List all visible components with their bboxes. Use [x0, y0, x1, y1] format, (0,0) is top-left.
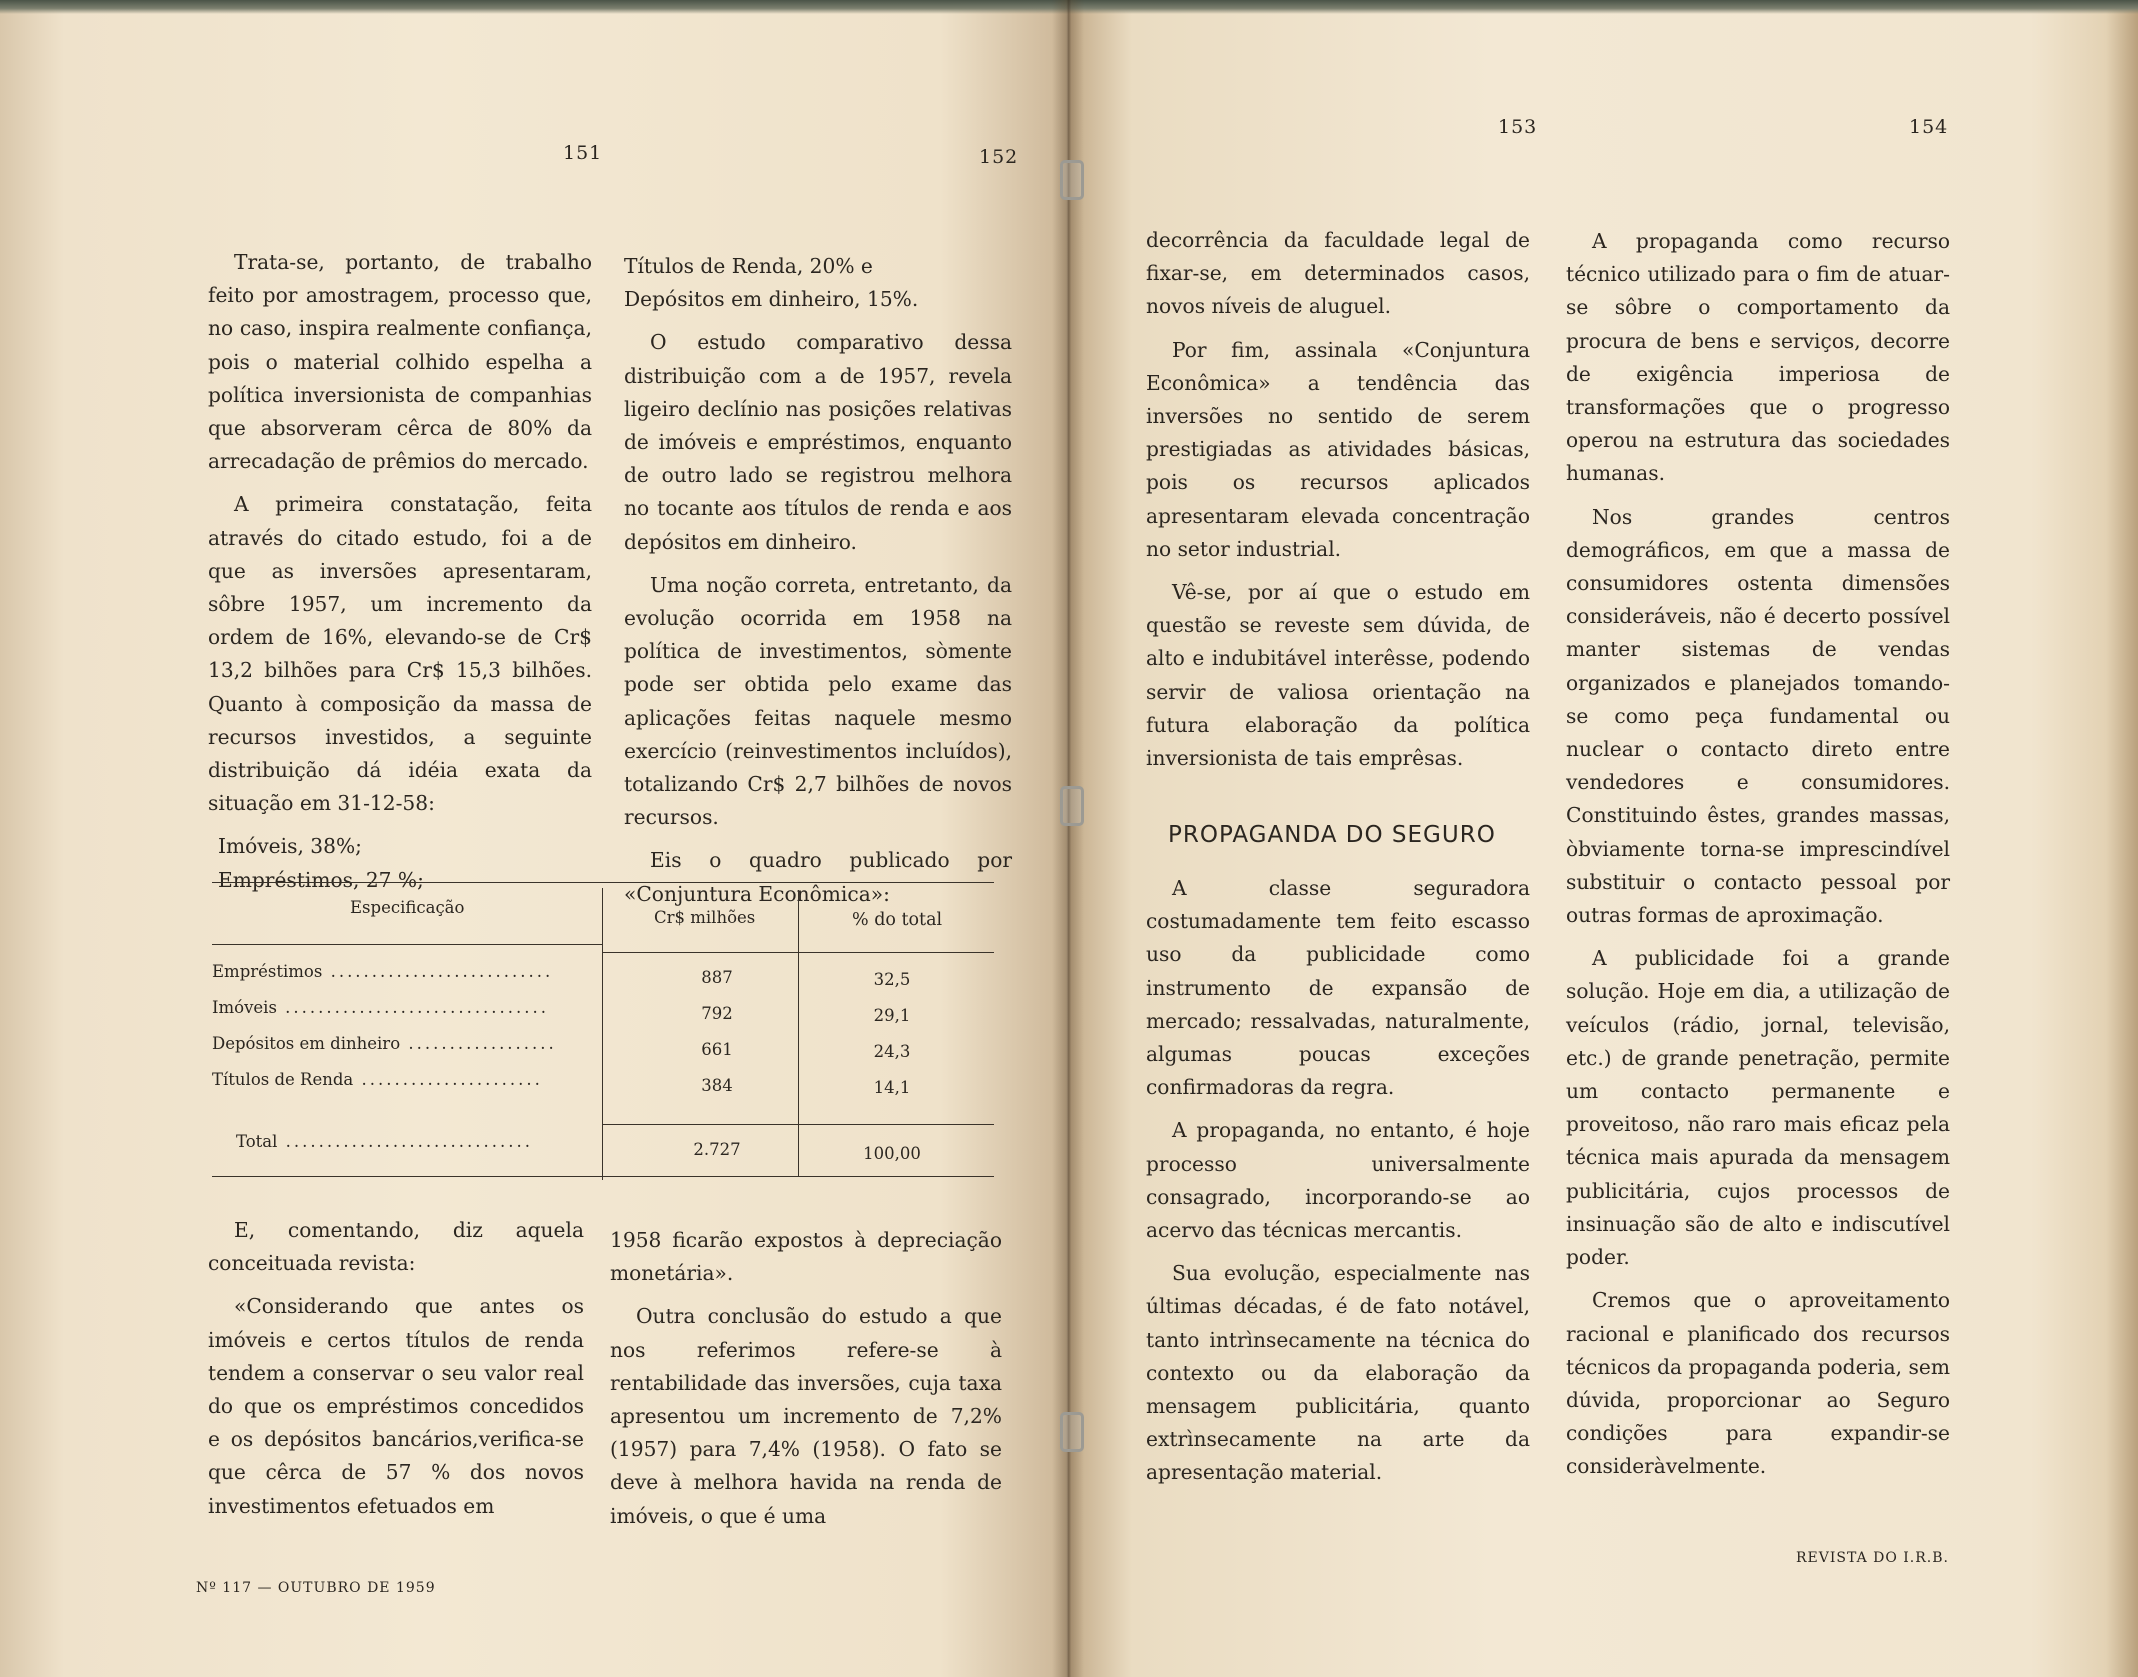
row-value: 661: [701, 1040, 733, 1059]
paragraph: A classe seguradora costumadamente tem feito escasso uso da publicidade como instrumento de expansão de mercado; ressalvadas, naturalmente, algumas poucas exceções confirmadoras da regra.: [1146, 876, 1530, 1100]
table-row: Empréstimos ...........................: [212, 962, 554, 981]
paragraph: Outra conclusão do estudo a que nos referimos refere-se à rentabilidade das inversões, cuja taxa apresentou um incremento de 7,2% (1957) para 7,4% (1958). O fato se deve à melhora havida na renda de imóveis, o que é uma: [610, 1304, 1002, 1528]
paragraph: Vê-se, por aí que o estudo em questão se reveste sem dúvida, de alto e indubitável interêsse, podendo servir de valiosa orientação na futura elaboração da política inversionista de tais emprêsas.: [1146, 580, 1530, 771]
table-row: Depósitos em dinheiro ..................: [212, 1034, 557, 1053]
row-percent: 32,5: [873, 970, 911, 989]
table-header-rule: [212, 944, 602, 945]
row-value: 887: [701, 968, 733, 987]
paragraph: A propaganda, no entanto, é hoje processo universalmente consagrado, incorporando-se ao acervo das técnicas mercantis.: [1146, 1118, 1530, 1243]
row-label: Imóveis: [212, 998, 277, 1017]
table-header-percent: % do total: [852, 910, 943, 930]
row-label: Depósitos em dinheiro: [212, 1034, 401, 1053]
top-edge: [1068, 0, 2138, 14]
row-label: Empréstimos: [212, 962, 323, 981]
right-page: [1068, 0, 2138, 1677]
column-151-bottom: [208, 1214, 584, 1533]
footer-journal: REVISTA DO I.R.B.: [1796, 1550, 1949, 1566]
paragraph: Por fim, assinala «Conjuntura Econômica» a tendência das inversões no sentido de serem prestigiadas as atividades básicas, pois os recursos aplicados apresentaram elevada concentração no setor industrial.: [1146, 337, 1530, 561]
page-number-152: 152: [979, 146, 1019, 168]
paragraph: Cremos que o aproveitamento racional e planificado dos recursos técnicos da propaganda poderia, sem dúvida, proporcionar ao Seguro condições para expandir-se consideràvelmente.: [1566, 1288, 1950, 1479]
total-label: Total: [236, 1132, 278, 1151]
paragraph: decorrência da faculdade legal de fixar-se, em determinados casos, novos níveis de aluguel.: [1146, 228, 1530, 319]
table-total-rule: [602, 1124, 994, 1125]
column-154: [1566, 225, 1950, 1494]
paragraph: Eis o quadro publicado por «Conjuntura Econômica»:: [624, 848, 1012, 906]
paragraph: Sua evolução, especialmente nas últimas décadas, é de fato notável, tanto intrìnsecamente na técnica do contexto ou da elaboração da mensagem publicitária, quanto extrìnsecamente na arte da apresentação material.: [1146, 1261, 1530, 1485]
table-row: Imóveis ................................: [212, 998, 550, 1017]
table-header-spec: Especificação: [350, 898, 465, 917]
column-152-top: [624, 250, 1012, 921]
table-header-value: Cr$ milhões: [654, 908, 756, 927]
table-row: Títulos de Renda ......................: [212, 1070, 543, 1089]
column-153-bottom: [1146, 872, 1530, 1500]
paragraph: Nos grandes centros demográficos, em que a massa de consumidores ostenta dimensões consideráveis, não é decerto possível manter sistemas de vendas organizados e planejados tomando-se como peça fundamental ou nuclear o contacto direto entre vendedores e consumidores. Constituindo êstes, grandes massas, òbviamente torna-se imprescindível substituir o contacto pessoal por outras formas de aproximação.: [1566, 504, 1950, 928]
paragraph: Uma noção correta, entretanto, da evolução ocorrida em 1958 na política de investimentos, sòmente pode ser obtida pelo exame das aplicações feitas naquele mesmo exercício (reinvestimentos incluídos), totalizando Cr$ 2,7 bilhões de novos recursos.: [624, 572, 1012, 830]
column-153-top: [1146, 224, 1530, 785]
page-number-154: 154: [1909, 116, 1949, 138]
section-heading: PROPAGANDA DO SEGURO: [1168, 822, 1496, 848]
table-bottom-rule: [212, 1176, 994, 1177]
paragraph: A propaganda como recurso técnico utilizado para o fim de atuar-se sôbre o comportamento da procura de bens e serviços, decorre de exigência imperiosa de transformações que o progresso operou na estrutura das sociedades humanas.: [1566, 229, 1950, 486]
paragraph: E, comentando, diz aquela conceituada revista:: [208, 1218, 584, 1276]
paragraph: A primeira constatação, feita através do citado estudo, foi a de que as inversões apresentaram, sôbre 1957, um incremento da ordem de 16%, elevando-se de Cr$ 13,2 bilhões para Cr$ 15,3 bilhões. Quanto à composição da massa de recursos investidos, a seguinte distribuição dá idéia exata da situação em 31-12-58:: [208, 492, 592, 816]
row-value: 792: [701, 1004, 733, 1023]
paragraph: O estudo comparativo dessa distribuição com a de 1957, revela ligeiro declínio nas posições relativas de imóveis e empréstimos, enquanto de outro lado se registrou melhora no tocante aos títulos de renda e aos depósitos em dinheiro.: [624, 330, 1012, 554]
total-percent: 100,00: [863, 1144, 921, 1163]
table-divider: [602, 888, 603, 1180]
row-value: 384: [701, 1076, 733, 1095]
table-total-row: Total ..............................: [236, 1132, 533, 1151]
list-item: Empréstimos, 27 %;: [218, 867, 424, 892]
table-top-rule: [212, 882, 994, 883]
footer-issue: Nº 117 — OUTUBRO DE 1959: [196, 1580, 436, 1596]
table-header-rule: [602, 952, 994, 953]
staple: [1060, 160, 1084, 200]
row-percent: 29,1: [873, 1006, 911, 1025]
row-percent: 24,3: [873, 1042, 911, 1061]
list-item: Imóveis, 38%;: [218, 834, 362, 859]
row-label: Títulos de Renda: [212, 1070, 354, 1089]
left-page: [0, 0, 1068, 1677]
row-percent: 14,1: [873, 1078, 911, 1097]
list-item: Títulos de Renda, 20% e: [624, 254, 873, 278]
paragraph: «Considerando que antes os imóveis e certos títulos de renda tendem a conservar o seu valor real do que os empréstimos concedidos e os depósitos bancários,verifica-se que cêrca de 57 % dos novos investimentos efetuados em: [208, 1294, 584, 1518]
list-item: Depósitos em dinheiro, 15%.: [624, 287, 919, 312]
paragraph: A publicidade foi a grande solução. Hoje em dia, a utilização de veículos (rádio, jornal, televisão, etc.) de grande penetração, permite um contacto permanente e proveitoso, não raro mais eficaz pela técnica mais apurada da mensagem publicitária, cujos processos de insinuação são de alto e indiscutível poder.: [1566, 946, 1950, 1270]
staple: [1060, 1412, 1084, 1452]
total-value: 2.727: [693, 1140, 741, 1159]
paragraph: Trata-se, portanto, de trabalho feito por amostragem, processo que, no caso, inspira realmente confiança, pois o material colhido espelha a política inversionista de companhias que absorveram cêrca de 80% da arrecadação de prêmios do mercado.: [208, 250, 592, 474]
top-edge: [0, 0, 1068, 14]
table-divider: [798, 890, 799, 1176]
column-152-bottom: [610, 1224, 1002, 1543]
investments-table: [212, 882, 994, 1178]
paragraph: 1958 ficarão expostos à depreciação monetária».: [610, 1228, 1002, 1286]
page-number-153: 153: [1498, 116, 1538, 138]
column-151-top: [208, 246, 592, 897]
page-number-151: 151: [563, 142, 603, 164]
staple: [1060, 786, 1084, 826]
